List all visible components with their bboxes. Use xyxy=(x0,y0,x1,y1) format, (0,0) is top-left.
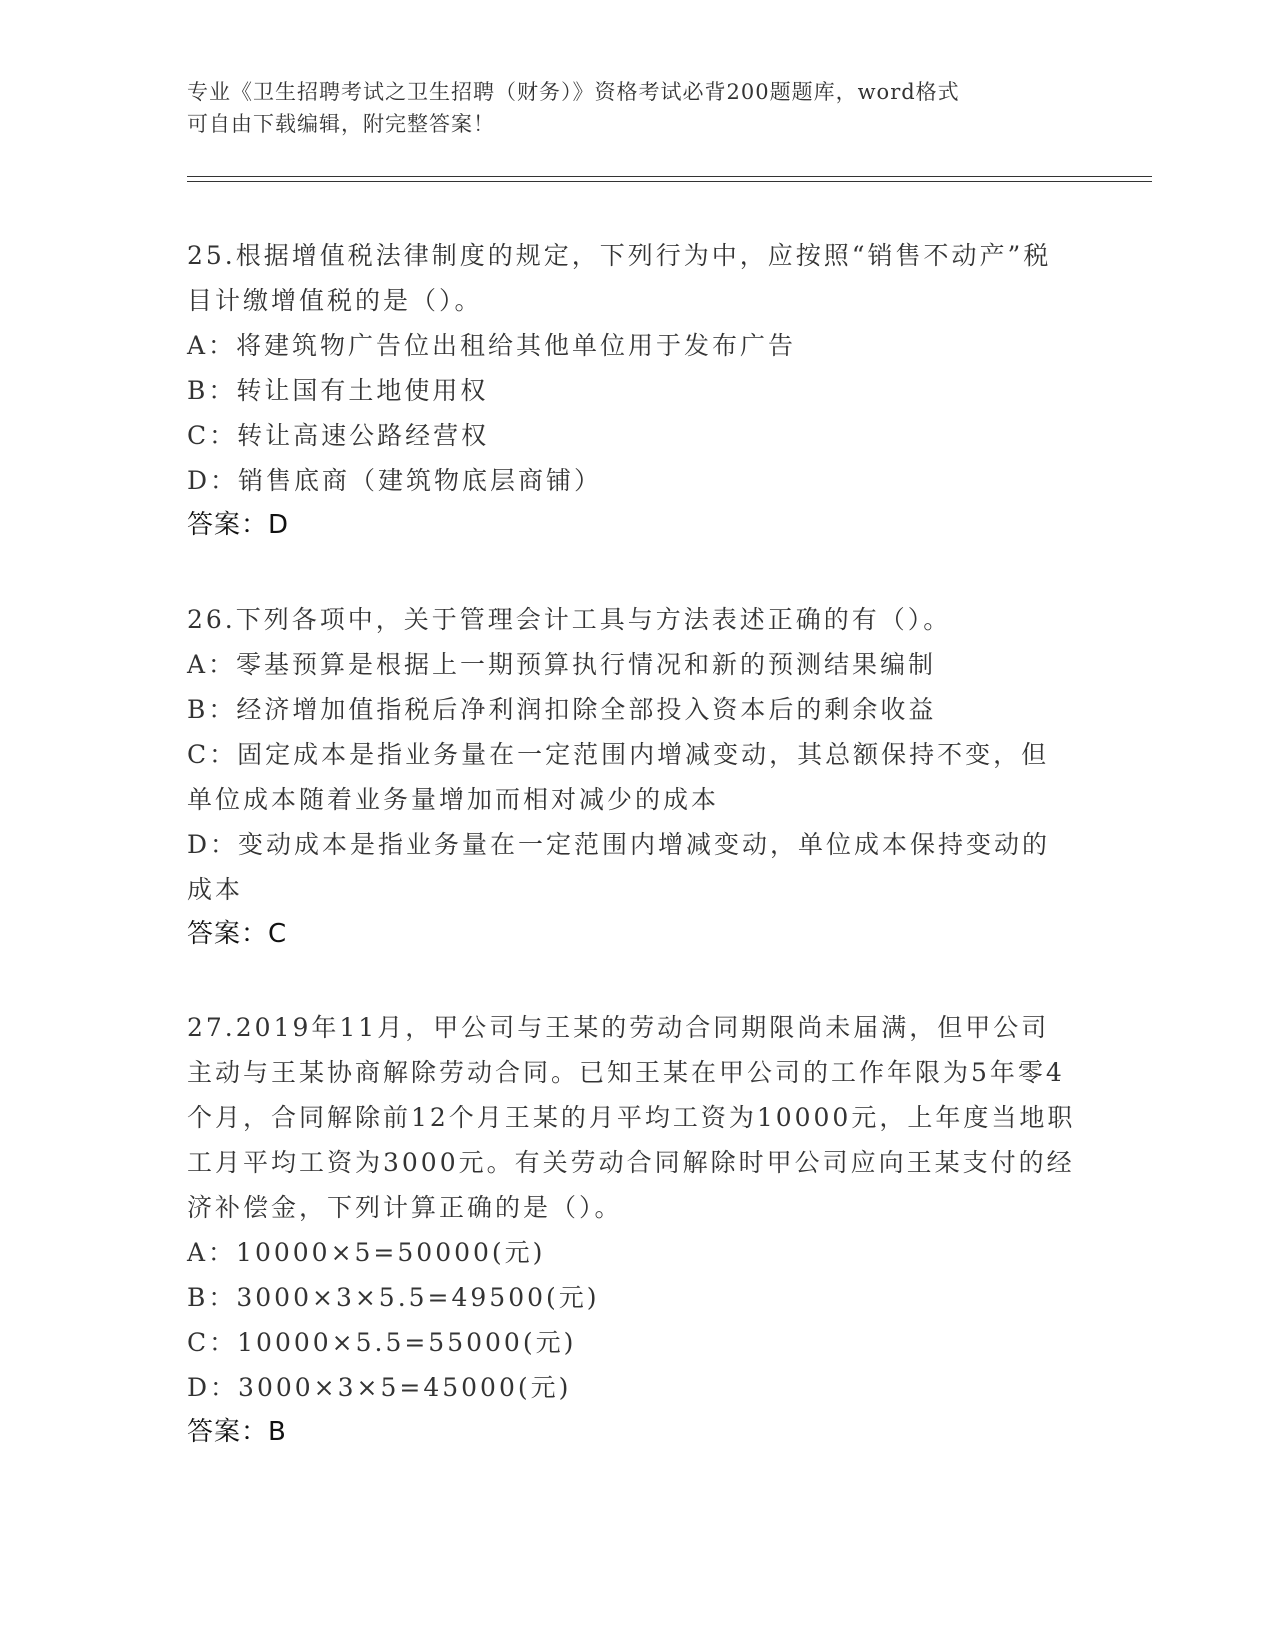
document-header xyxy=(187,76,1067,140)
option-d: D：3000×3×5=45000(元) xyxy=(187,1373,572,1402)
answer-line: 答案：B xyxy=(187,1417,287,1447)
question-stem: 26.下列各项中，关于管理会计工具与方法表述正确的有（）。 xyxy=(187,605,952,634)
option-a: A：将建筑物广告位出租给其他单位用于发布广告 xyxy=(187,331,797,360)
question-stem: 25.根据增值税法律制度的规定，下列行为中，应按照“销售不动产”税目计缴增值税的是（）。 xyxy=(187,241,1052,315)
option-d: D：变动成本是指业务量在一定范围内增减变动，单位成本保持变动的成本 xyxy=(187,830,1051,904)
option-b: B：3000×3×5.5=49500(元) xyxy=(187,1283,600,1312)
option-a: A：零基预算是根据上一期预算执行情况和新的预测结果编制 xyxy=(187,650,937,679)
question-stem: 27.2019年11月，甲公司与王某的劳动合同期限尚未届满，但甲公司主动与王某协商解除劳动合同。已知王某在甲公司的工作年限为5年零4个月，合同解除前12个月王某的月平均工资为10000元，上年度当地职工月平均工资为3000元。有关劳动合同解除时甲公司应向王某支付的经济补偿金，下列计算正确的是（）。 xyxy=(187,1013,1076,1222)
question-27 xyxy=(187,1005,1077,1455)
option-a: A：10000×5=50000(元) xyxy=(187,1238,546,1267)
question-26 xyxy=(187,597,1077,957)
question-25 xyxy=(187,233,1077,548)
answer-line: 答案：D xyxy=(187,510,290,540)
option-b: B：转让国有土地使用权 xyxy=(187,376,489,405)
header-line-2: 可自由下载编辑，附完整答案！ xyxy=(187,112,495,136)
option-d: D：销售底商（建筑物底层商铺） xyxy=(187,466,603,495)
header-line-1: 专业《卫生招聘考试之卫生招聘（财务）》资格考试必背200题题库，word格式 xyxy=(187,80,960,104)
option-c: C：10000×5.5=55000(元) xyxy=(187,1328,577,1357)
option-b: B：经济增加值指税后净利润扣除全部投入资本后的剩余收益 xyxy=(187,695,937,724)
option-c: C：固定成本是指业务量在一定范围内增减变动，其总额保持不变，但单位成本随着业务量增加而相对减少的成本 xyxy=(187,740,1050,814)
answer-line: 答案：C xyxy=(187,919,288,949)
option-c: C：转让高速公路经营权 xyxy=(187,421,490,450)
header-divider-top xyxy=(187,176,1152,177)
header-divider-bottom xyxy=(187,181,1152,182)
